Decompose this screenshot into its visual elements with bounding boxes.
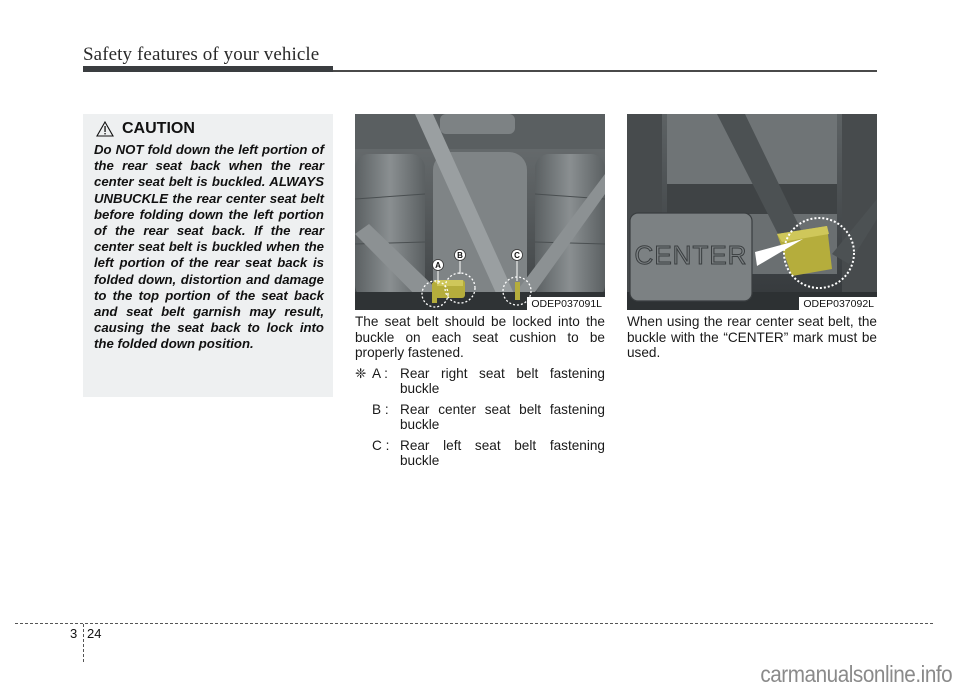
list-key: C : <box>372 437 390 453</box>
buckle-paragraph: The seat belt should be locked into the buckle on each seat cushion to be properly fastened. <box>355 314 605 360</box>
svg-text:C: C <box>514 251 520 260</box>
list-item <box>355 402 605 433</box>
figure-code: ODEP037091L <box>527 297 605 310</box>
header-rule-thin <box>333 70 877 72</box>
figure-center-buckle <box>627 114 877 310</box>
list-key: A : <box>372 365 388 381</box>
note-mark: ❈ <box>355 365 367 381</box>
center-buckle-description <box>627 314 877 361</box>
footer-divider <box>15 623 933 624</box>
callout-c <box>512 250 523 261</box>
figure-code: ODEP037092L <box>799 297 877 310</box>
footer-page-divider <box>83 624 84 662</box>
section-title: Safety features of your vehicle <box>83 44 320 65</box>
center-paragraph: When using the rear center seat belt, the buckle with the “CENTER” mark must be used. <box>627 314 877 360</box>
svg-text:A: A <box>435 261 441 270</box>
caution-box <box>83 114 333 397</box>
seat-buckles-illustration <box>355 114 605 310</box>
caution-heading <box>96 120 324 138</box>
list-item <box>355 366 605 397</box>
list-desc: Rear center seat belt fastening buckle <box>400 401 605 432</box>
center-label-callout <box>630 213 752 301</box>
chapter-number: 3 <box>70 626 78 641</box>
buckle-list <box>355 366 605 469</box>
page-number: 24 <box>87 626 102 641</box>
callout-b <box>455 250 466 261</box>
svg-text:B: B <box>457 251 463 260</box>
buckle-description <box>355 314 605 474</box>
callout-a <box>433 260 444 271</box>
list-desc: Rear left seat belt fastening buckle <box>400 437 605 468</box>
svg-text:CENTER: CENTER <box>634 240 748 270</box>
list-item <box>355 438 605 469</box>
caution-text: Do NOT fold down the left portion of the rear seat back when the rear center seat belt is buckled. ALWAYS UNBUCKLE the rear center seat belt before folding down the left portion of the rear seat back. If the rear center seat belt is buckled when the left portion of the rear seat back is folded down, distortion and damage to the top portion of the seat back and seat belt garnish may result, causing the seat back to lock into the folded down position. <box>94 142 324 352</box>
header-rule-thick <box>83 66 333 72</box>
figure-seat-buckles <box>355 114 605 310</box>
list-desc: Rear right seat belt fastening buckle <box>400 365 605 396</box>
watermark: carmanualsonline.info <box>760 661 952 687</box>
center-buckle-illustration <box>627 114 877 310</box>
caution-title: CAUTION <box>122 120 195 137</box>
warning-triangle-icon <box>96 121 114 137</box>
list-key: B : <box>372 401 389 417</box>
